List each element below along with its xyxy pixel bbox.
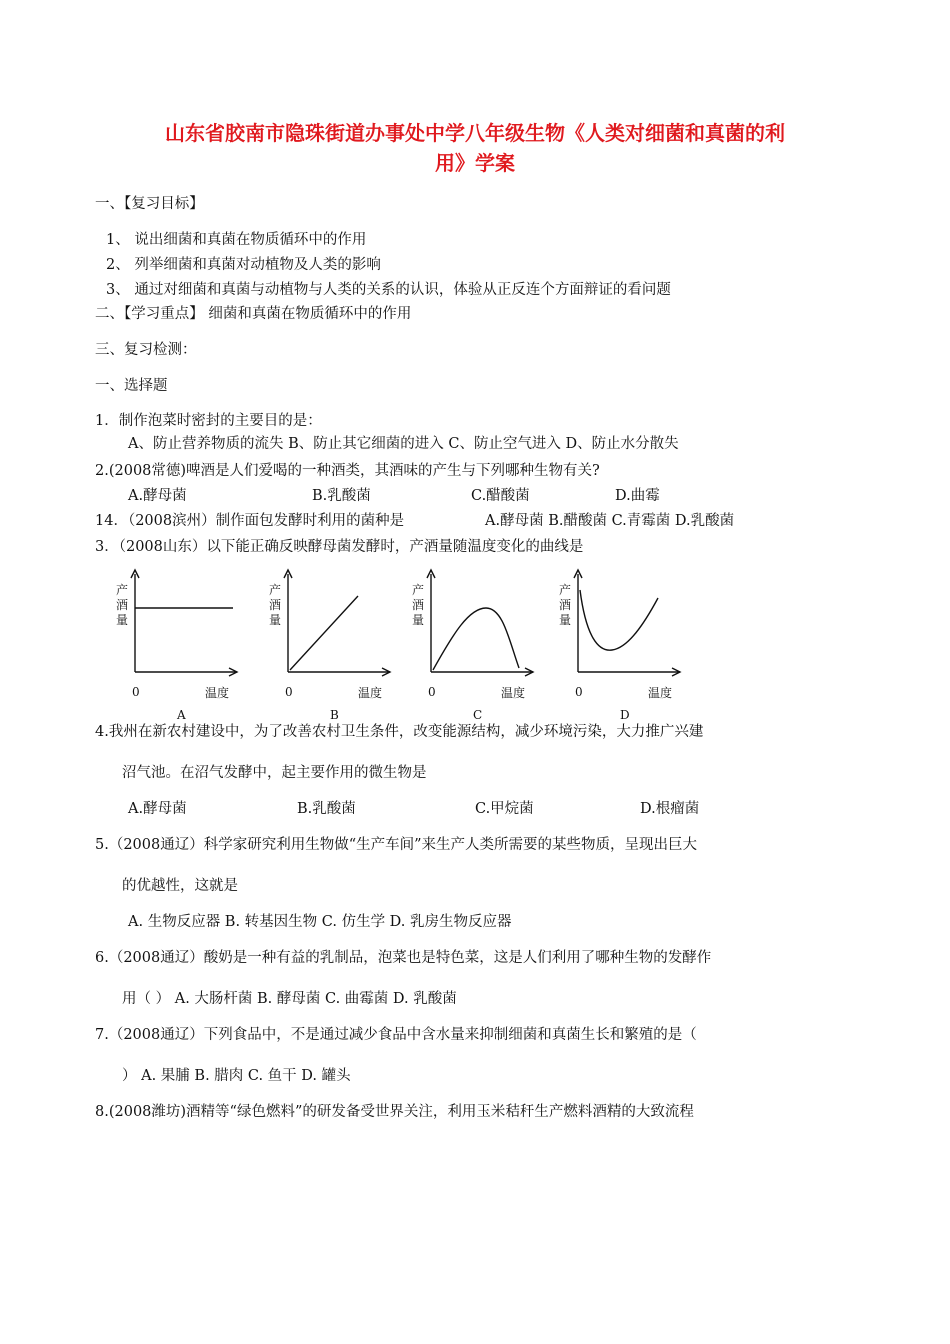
chart-d-xlabel: 温度 [648,686,673,700]
q2-option-b: B.乳酸菌 [312,488,371,504]
document-title-line-1: 山东省胶南市隐珠街道办事处中学八年级生物《人类对细菌和真菌的利 [165,121,785,145]
q1-options: A、防止营养物质的流失 B、防止其它细菌的进入 C、防止空气进入 D、防止水分散失 [128,436,679,452]
review-test-heading: 三、复习检测： [95,342,197,358]
q2-stem: 2.(2008常德)啤酒是人们爱喝的一种酒类，其酒味的产生与下列哪种生物有关? [95,463,600,479]
q2-option-a: A.酵母菌 [128,488,187,504]
q8-stem-line-1: 8.(2008潍坊)酒精等“绿色燃料”的研发备受世界关注，利用玉米秸秆生产燃料酒精的大致流程 [95,1104,694,1120]
q5-options: A. 生物反应器 B. 转基因生物 C. 仿生学 D. 乳房生物反应器 [128,914,512,930]
chart-b-curve [290,596,358,670]
temperature-yield-charts [0,560,950,730]
q2-option-d: D.曲霉 [615,488,660,504]
chart-b-label: B [330,708,339,722]
chart-a-xlabel: 温度 [205,686,230,700]
chart-d-label: D [620,708,630,722]
chart-b-origin: 0 [285,685,293,699]
q4-option-d: D.根瘤菌 [640,801,700,817]
chart-b-ylabel: 产酒量 [269,583,282,627]
chart-a-label: A [177,708,186,722]
key-point: 二、【学习重点】 细菌和真菌在物质循环中的作用 [95,306,412,322]
document-title-line-2: 用》学案 [435,151,515,175]
chart-c-xlabel: 温度 [501,686,526,700]
q14-options: A.酵母菌 B.醋酸菌 C.青霉菌 D.乳酸菌 [485,513,735,529]
q2-option-c: C.醋酸菌 [471,488,530,504]
q4-option-b: B.乳酸菌 [297,801,356,817]
goal-1: 1、 说出细菌和真菌在物质循环中的作用 [106,232,367,248]
chart-c-ylabel: 产酒量 [412,583,425,627]
q6-stem-line-1: 6.（2008通辽）酸奶是一种有益的乳制品，泡菜也是特色菜，这是人们利用了哪种生物的发酵作 [95,950,712,966]
q7-stem-line-1: 7.（2008通辽）下列食品中，不是通过减少食品中含水量来抑制细菌和真菌生长和繁殖的是（ [95,1027,697,1043]
chart-d-curve [580,590,658,650]
q4-stem-line-1: 4.我州在新农村建设中，为了改善农村卫生条件，改变能源结构，减少环境污染，大力推广兴建 [95,724,704,740]
chart-d-ylabel: 产酒量 [559,583,572,627]
goal-2: 2、 列举细菌和真菌对动植物及人类的影响 [106,257,381,273]
q5-stem-line-1: 5.（2008通辽）科学家研究利用生物做“生产车间”来生产人类所需要的某些物质，呈现出巨大 [95,837,698,853]
chart-a-origin: 0 [132,685,140,699]
chart-c-label: C [473,708,483,722]
q14-stem: 14．（2008滨州）制作面包发酵时利用的菌种是 [95,513,405,529]
q7-stem-line-2: ） A. 果脯 B. 腊肉 C. 鱼干 D. 罐头 [122,1068,351,1084]
q4-option-a: A.酵母菌 [128,801,187,817]
review-goals-heading: 一、【复习目标】 [95,196,204,212]
q3-stem: 3．（2008山东）以下能正确反映酵母菌发酵时，产酒量随温度变化的曲线是 [95,539,584,555]
q6-stem-line-2: 用（ ） A. 大肠杆菌 B. 酵母菌 C. 曲霉菌 D. 乳酸菌 [122,991,457,1007]
chart-a-ylabel: 产酒量 [116,583,129,627]
chart-d-origin: 0 [575,685,583,699]
q4-option-c: C.甲烷菌 [475,801,534,817]
q1-stem: 1．制作泡菜时密封的主要目的是： [95,413,322,429]
goal-3: 3、 通过对细菌和真菌与动植物与人类的关系的认识，体验从正反连个方面辩证的看问题 [106,282,671,298]
q5-stem-line-2: 的优越性，这就是 [122,878,238,894]
chart-b-xlabel: 温度 [358,686,383,700]
choice-heading: 一、选择题 [95,378,168,394]
chart-c-curve [433,608,519,670]
chart-c-origin: 0 [428,685,436,699]
q4-stem-line-2: 沼气池。在沼气发酵中，起主要作用的微生物是 [122,765,427,781]
